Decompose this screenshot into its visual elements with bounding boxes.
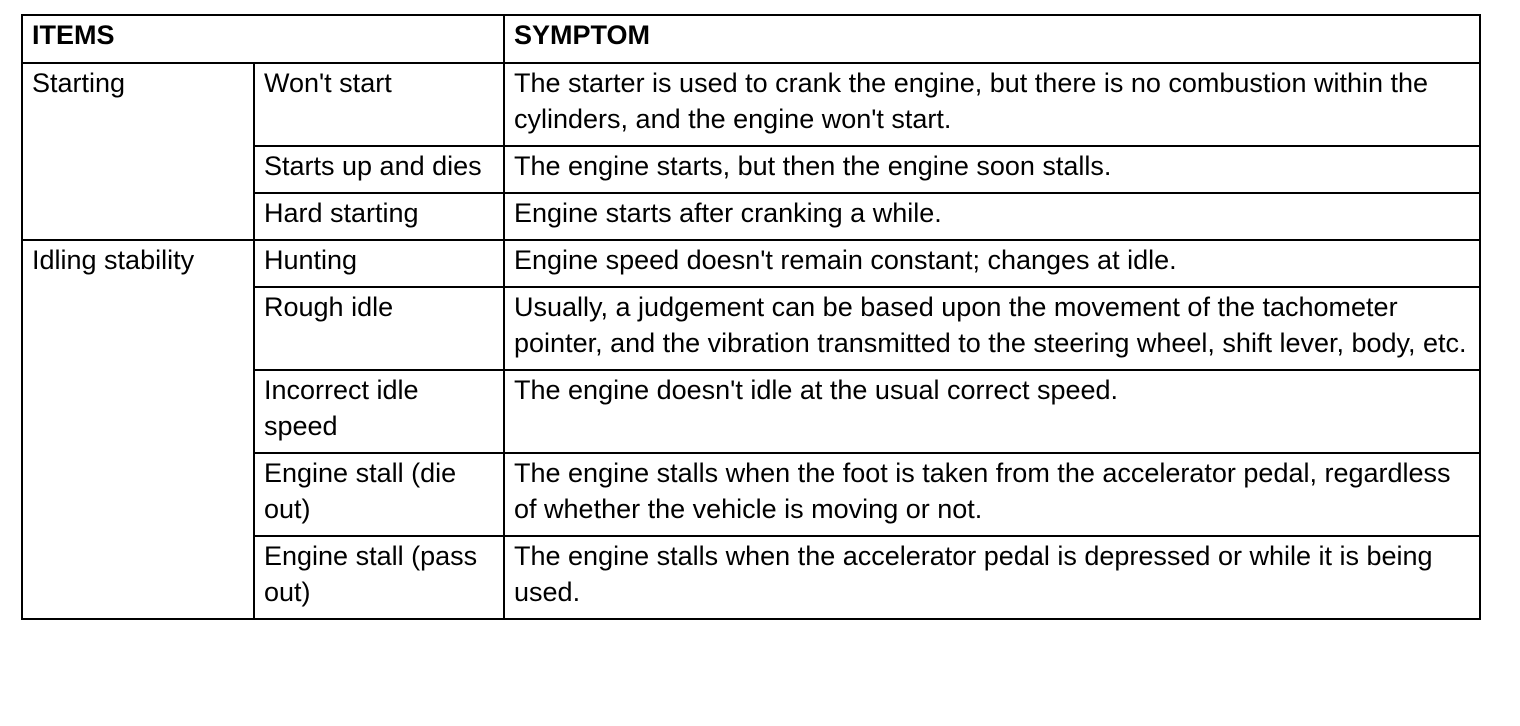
symptom-cell: The engine stalls when the accelerator pedal is depressed or while it is being used. xyxy=(504,536,1480,619)
item-cell: Engine stall (die out) xyxy=(254,453,504,536)
symptom-cell: Usually, a judgement can be based upon the movement of the tachometer pointer, and the vibration transmitted to the steering wheel, shift lever, body, etc. xyxy=(504,287,1480,370)
item-cell: Incorrect idle speed xyxy=(254,370,504,453)
symptom-cell: The starter is used to crank the engine, but there is no combustion within the cylinders, and the engine won't start. xyxy=(504,63,1480,146)
table-row xyxy=(22,240,1480,287)
symptom-cell: The engine stalls when the foot is taken from the accelerator pedal, regardless of whether the vehicle is moving or not. xyxy=(504,453,1480,536)
symptom-table xyxy=(21,14,1481,620)
item-cell: Hunting xyxy=(254,240,504,287)
symptom-cell: Engine speed doesn't remain constant; changes at idle. xyxy=(504,240,1480,287)
category-cell: Starting xyxy=(22,63,254,240)
item-cell: Hard starting xyxy=(254,193,504,240)
header-row xyxy=(22,15,1480,63)
symptom-cell: The engine starts, but then the engine soon stalls. xyxy=(504,146,1480,193)
item-cell: Starts up and dies xyxy=(254,146,504,193)
item-cell: Rough idle xyxy=(254,287,504,370)
symptom-cell: Engine starts after cranking a while. xyxy=(504,193,1480,240)
symptom-cell: The engine doesn't idle at the usual correct speed. xyxy=(504,370,1480,453)
table-row xyxy=(22,63,1480,146)
item-cell: Won't start xyxy=(254,63,504,146)
category-cell: Idling stability xyxy=(22,240,254,619)
item-cell: Engine stall (pass out) xyxy=(254,536,504,619)
header-symptom: SYMPTOM xyxy=(504,15,1480,63)
header-items: ITEMS xyxy=(22,15,504,63)
